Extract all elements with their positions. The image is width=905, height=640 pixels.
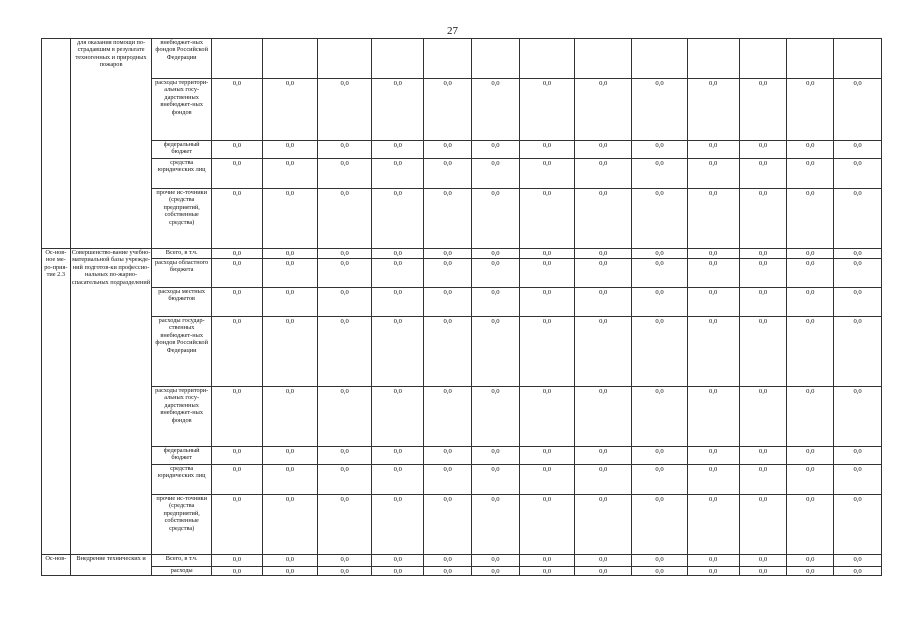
- value-cell: 0,0: [211, 259, 262, 288]
- value-cell: 0,0: [834, 447, 882, 465]
- value-cell: 0,0: [424, 495, 472, 555]
- value-cell: 0,0: [687, 141, 739, 159]
- value-cell: [739, 39, 787, 79]
- value-cell: 0,0: [687, 249, 739, 259]
- value-cell: 0,0: [787, 141, 834, 159]
- value-cell: 0,0: [519, 141, 574, 159]
- table-row: [42, 447, 882, 465]
- value-cell: 0,0: [372, 141, 424, 159]
- value-cell: 0,0: [472, 555, 520, 567]
- value-cell: 0,0: [318, 447, 372, 465]
- value-cell: 0,0: [834, 259, 882, 288]
- value-cell: 0,0: [687, 447, 739, 465]
- value-cell: 0,0: [687, 465, 739, 495]
- value-cell: 0,0: [211, 189, 262, 249]
- value-cell: 0,0: [472, 259, 520, 288]
- funding-source-cell: расходы территори-альных госу-дарственных внебюджет-ных фондов: [152, 387, 211, 447]
- value-cell: 0,0: [519, 495, 574, 555]
- funding-source-cell: расходы местных бюджетов: [152, 288, 211, 317]
- value-cell: 0,0: [372, 447, 424, 465]
- value-cell: 0,0: [519, 567, 574, 576]
- value-cell: 0,0: [787, 495, 834, 555]
- value-cell: 0,0: [834, 141, 882, 159]
- value-cell: 0,0: [424, 189, 472, 249]
- value-cell: 0,0: [424, 567, 472, 576]
- value-cell: [787, 39, 834, 79]
- value-cell: 0,0: [834, 189, 882, 249]
- funding-source-cell: Всего, в т.ч.: [152, 555, 211, 567]
- value-cell: 0,0: [318, 555, 372, 567]
- value-cell: 0,0: [834, 317, 882, 387]
- table-row: [42, 159, 882, 189]
- value-cell: 0,0: [318, 79, 372, 141]
- value-cell: 0,0: [632, 317, 687, 387]
- value-cell: 0,0: [519, 465, 574, 495]
- value-cell: [372, 39, 424, 79]
- value-cell: 0,0: [262, 259, 317, 288]
- value-cell: 0,0: [787, 447, 834, 465]
- value-cell: 0,0: [632, 387, 687, 447]
- value-cell: 0,0: [472, 79, 520, 141]
- value-cell: 0,0: [211, 249, 262, 259]
- value-cell: 0,0: [739, 447, 787, 465]
- value-cell: 0,0: [787, 259, 834, 288]
- activity-label-cell: [42, 39, 71, 249]
- value-cell: 0,0: [575, 567, 632, 576]
- value-cell: 0,0: [834, 387, 882, 447]
- value-cell: 0,0: [211, 495, 262, 555]
- value-cell: 0,0: [834, 567, 882, 576]
- value-cell: 0,0: [318, 189, 372, 249]
- table-row: [42, 465, 882, 495]
- value-cell: 0,0: [787, 159, 834, 189]
- value-cell: 0,0: [687, 387, 739, 447]
- table-row: [42, 259, 882, 288]
- activity-name-cell: Внедрение технических и: [70, 555, 152, 576]
- value-cell: 0,0: [318, 387, 372, 447]
- funding-source-cell: средства юридических лиц: [152, 159, 211, 189]
- value-cell: 0,0: [575, 288, 632, 317]
- value-cell: 0,0: [472, 387, 520, 447]
- value-cell: 0,0: [632, 159, 687, 189]
- value-cell: 0,0: [262, 141, 317, 159]
- value-cell: 0,0: [211, 465, 262, 495]
- value-cell: 0,0: [318, 465, 372, 495]
- activity-label-cell: Ос-нов-: [42, 555, 71, 576]
- value-cell: 0,0: [372, 555, 424, 567]
- value-cell: 0,0: [575, 555, 632, 567]
- value-cell: 0,0: [575, 141, 632, 159]
- value-cell: [519, 39, 574, 79]
- value-cell: 0,0: [372, 159, 424, 189]
- value-cell: 0,0: [424, 79, 472, 141]
- value-cell: 0,0: [318, 249, 372, 259]
- funding-source-cell: федеральный бюджет: [152, 141, 211, 159]
- value-cell: 0,0: [262, 567, 317, 576]
- activity-name-cell: Совершенство-вание учебно-материальной базы учрежде-ний подготов-ки профессио-нальных по-жарно-спасательных подразделений: [70, 249, 152, 555]
- table-row: [42, 288, 882, 317]
- value-cell: 0,0: [472, 447, 520, 465]
- value-cell: 0,0: [519, 288, 574, 317]
- value-cell: 0,0: [632, 495, 687, 555]
- value-cell: 0,0: [372, 465, 424, 495]
- value-cell: 0,0: [632, 189, 687, 249]
- value-cell: 0,0: [739, 387, 787, 447]
- value-cell: 0,0: [211, 567, 262, 576]
- value-cell: 0,0: [262, 249, 317, 259]
- value-cell: 0,0: [519, 189, 574, 249]
- value-cell: 0,0: [211, 387, 262, 447]
- activity-name-cell: для оказания помощи по-страдавшим в результате техногенных и природных пожаров: [70, 39, 152, 249]
- value-cell: 0,0: [519, 79, 574, 141]
- table-row: [42, 387, 882, 447]
- value-cell: 0,0: [834, 79, 882, 141]
- value-cell: 0,0: [318, 495, 372, 555]
- funding-source-cell: прочие ис-точники (средства предприятий, собственные средства): [152, 495, 211, 555]
- value-cell: 0,0: [687, 288, 739, 317]
- value-cell: 0,0: [424, 141, 472, 159]
- value-cell: 0,0: [739, 249, 787, 259]
- value-cell: 0,0: [739, 317, 787, 387]
- value-cell: [262, 39, 317, 79]
- value-cell: 0,0: [632, 249, 687, 259]
- value-cell: 0,0: [262, 189, 317, 249]
- value-cell: 0,0: [472, 317, 520, 387]
- value-cell: 0,0: [739, 259, 787, 288]
- value-cell: 0,0: [739, 141, 787, 159]
- table-row: [42, 567, 882, 576]
- value-cell: 0,0: [424, 249, 472, 259]
- value-cell: 0,0: [211, 447, 262, 465]
- value-cell: 0,0: [318, 141, 372, 159]
- value-cell: 0,0: [424, 317, 472, 387]
- value-cell: 0,0: [424, 159, 472, 189]
- funding-source-cell: Всего, в т.ч.: [152, 249, 211, 259]
- value-cell: 0,0: [372, 79, 424, 141]
- value-cell: 0,0: [519, 555, 574, 567]
- value-cell: 0,0: [575, 317, 632, 387]
- value-cell: 0,0: [318, 259, 372, 288]
- value-cell: 0,0: [211, 555, 262, 567]
- value-cell: 0,0: [424, 465, 472, 495]
- value-cell: 0,0: [372, 189, 424, 249]
- value-cell: [472, 39, 520, 79]
- value-cell: 0,0: [211, 317, 262, 387]
- value-cell: 0,0: [318, 288, 372, 317]
- value-cell: [211, 39, 262, 79]
- value-cell: 0,0: [262, 465, 317, 495]
- value-cell: 0,0: [372, 288, 424, 317]
- value-cell: 0,0: [519, 259, 574, 288]
- value-cell: 0,0: [519, 159, 574, 189]
- value-cell: 0,0: [687, 159, 739, 189]
- value-cell: 0,0: [211, 141, 262, 159]
- value-cell: 0,0: [575, 447, 632, 465]
- value-cell: 0,0: [787, 249, 834, 259]
- value-cell: 0,0: [632, 465, 687, 495]
- value-cell: 0,0: [834, 249, 882, 259]
- value-cell: 0,0: [424, 387, 472, 447]
- value-cell: 0,0: [787, 555, 834, 567]
- value-cell: 0,0: [472, 159, 520, 189]
- table-row: [42, 79, 882, 141]
- value-cell: 0,0: [262, 447, 317, 465]
- table-row: [42, 189, 882, 249]
- page-number: 27: [447, 25, 458, 37]
- value-cell: 0,0: [211, 79, 262, 141]
- table-row: [42, 249, 882, 259]
- value-cell: 0,0: [472, 495, 520, 555]
- value-cell: 0,0: [472, 288, 520, 317]
- value-cell: 0,0: [632, 259, 687, 288]
- activity-label-cell: Ос-нов-ное ме-ро-прия-тие 2.3: [42, 249, 71, 555]
- funding-source-cell: федеральный бюджет: [152, 447, 211, 465]
- value-cell: 0,0: [632, 288, 687, 317]
- table-row: [42, 141, 882, 159]
- value-cell: 0,0: [575, 387, 632, 447]
- value-cell: 0,0: [787, 567, 834, 576]
- value-cell: 0,0: [575, 159, 632, 189]
- funding-source-cell: прочие ис-точники (средства предприятий, собственные средства): [152, 189, 211, 249]
- value-cell: 0,0: [575, 249, 632, 259]
- value-cell: 0,0: [318, 159, 372, 189]
- funding-source-cell: расходы государ-ственных внебюджет-ных фондов Российской Федерации: [152, 317, 211, 387]
- value-cell: 0,0: [739, 555, 787, 567]
- value-cell: 0,0: [372, 567, 424, 576]
- value-cell: 0,0: [575, 189, 632, 249]
- value-cell: 0,0: [575, 495, 632, 555]
- value-cell: 0,0: [472, 567, 520, 576]
- value-cell: 0,0: [211, 159, 262, 189]
- funding-source-cell: внебюджет-ных фондов Российской Федерации: [152, 39, 211, 79]
- value-cell: [632, 39, 687, 79]
- value-cell: 0,0: [318, 317, 372, 387]
- value-cell: 0,0: [372, 495, 424, 555]
- table-row: [42, 555, 882, 567]
- funding-source-cell: расходы областного бюджета: [152, 259, 211, 288]
- value-cell: 0,0: [472, 141, 520, 159]
- value-cell: 0,0: [739, 465, 787, 495]
- value-cell: 0,0: [632, 555, 687, 567]
- value-cell: [575, 39, 632, 79]
- funding-source-cell: расходы: [152, 567, 211, 576]
- value-cell: 0,0: [262, 555, 317, 567]
- value-cell: 0,0: [632, 141, 687, 159]
- value-cell: 0,0: [834, 159, 882, 189]
- value-cell: 0,0: [687, 495, 739, 555]
- value-cell: 0,0: [632, 447, 687, 465]
- value-cell: 0,0: [472, 465, 520, 495]
- value-cell: 0,0: [834, 288, 882, 317]
- value-cell: 0,0: [372, 317, 424, 387]
- value-cell: 0,0: [372, 259, 424, 288]
- value-cell: 0,0: [739, 288, 787, 317]
- value-cell: 0,0: [318, 567, 372, 576]
- value-cell: 0,0: [739, 495, 787, 555]
- value-cell: 0,0: [687, 189, 739, 249]
- value-cell: 0,0: [262, 387, 317, 447]
- value-cell: 0,0: [519, 387, 574, 447]
- table-row: [42, 495, 882, 555]
- table-row: [42, 317, 882, 387]
- value-cell: 0,0: [262, 288, 317, 317]
- value-cell: 0,0: [739, 159, 787, 189]
- value-cell: 0,0: [739, 79, 787, 141]
- value-cell: 0,0: [834, 495, 882, 555]
- value-cell: 0,0: [372, 249, 424, 259]
- value-cell: 0,0: [472, 189, 520, 249]
- value-cell: 0,0: [739, 189, 787, 249]
- funding-source-cell: средства юридических лиц: [152, 465, 211, 495]
- value-cell: 0,0: [787, 79, 834, 141]
- value-cell: 0,0: [424, 447, 472, 465]
- value-cell: 0,0: [262, 495, 317, 555]
- value-cell: [687, 39, 739, 79]
- value-cell: [834, 39, 882, 79]
- value-cell: 0,0: [472, 249, 520, 259]
- value-cell: 0,0: [519, 317, 574, 387]
- value-cell: 0,0: [787, 288, 834, 317]
- value-cell: 0,0: [834, 555, 882, 567]
- value-cell: 0,0: [632, 79, 687, 141]
- value-cell: 0,0: [424, 288, 472, 317]
- value-cell: [318, 39, 372, 79]
- value-cell: 0,0: [687, 555, 739, 567]
- value-cell: 0,0: [262, 317, 317, 387]
- value-cell: 0,0: [787, 189, 834, 249]
- funding-source-cell: расходы территори-альных госу-дарственных внебюджет-ных фондов: [152, 79, 211, 141]
- value-cell: 0,0: [687, 259, 739, 288]
- value-cell: 0,0: [632, 567, 687, 576]
- value-cell: 0,0: [262, 79, 317, 141]
- value-cell: 0,0: [372, 387, 424, 447]
- value-cell: 0,0: [424, 259, 472, 288]
- value-cell: 0,0: [787, 317, 834, 387]
- value-cell: 0,0: [739, 567, 787, 576]
- budget-table: [41, 38, 882, 576]
- value-cell: 0,0: [424, 555, 472, 567]
- value-cell: 0,0: [262, 159, 317, 189]
- value-cell: 0,0: [787, 387, 834, 447]
- value-cell: 0,0: [519, 447, 574, 465]
- value-cell: 0,0: [834, 465, 882, 495]
- value-cell: 0,0: [575, 465, 632, 495]
- value-cell: 0,0: [519, 249, 574, 259]
- value-cell: [424, 39, 472, 79]
- value-cell: 0,0: [687, 317, 739, 387]
- value-cell: 0,0: [687, 79, 739, 141]
- table-row: [42, 39, 882, 79]
- value-cell: 0,0: [211, 288, 262, 317]
- value-cell: 0,0: [787, 465, 834, 495]
- value-cell: 0,0: [575, 79, 632, 141]
- value-cell: 0,0: [687, 567, 739, 576]
- value-cell: 0,0: [575, 259, 632, 288]
